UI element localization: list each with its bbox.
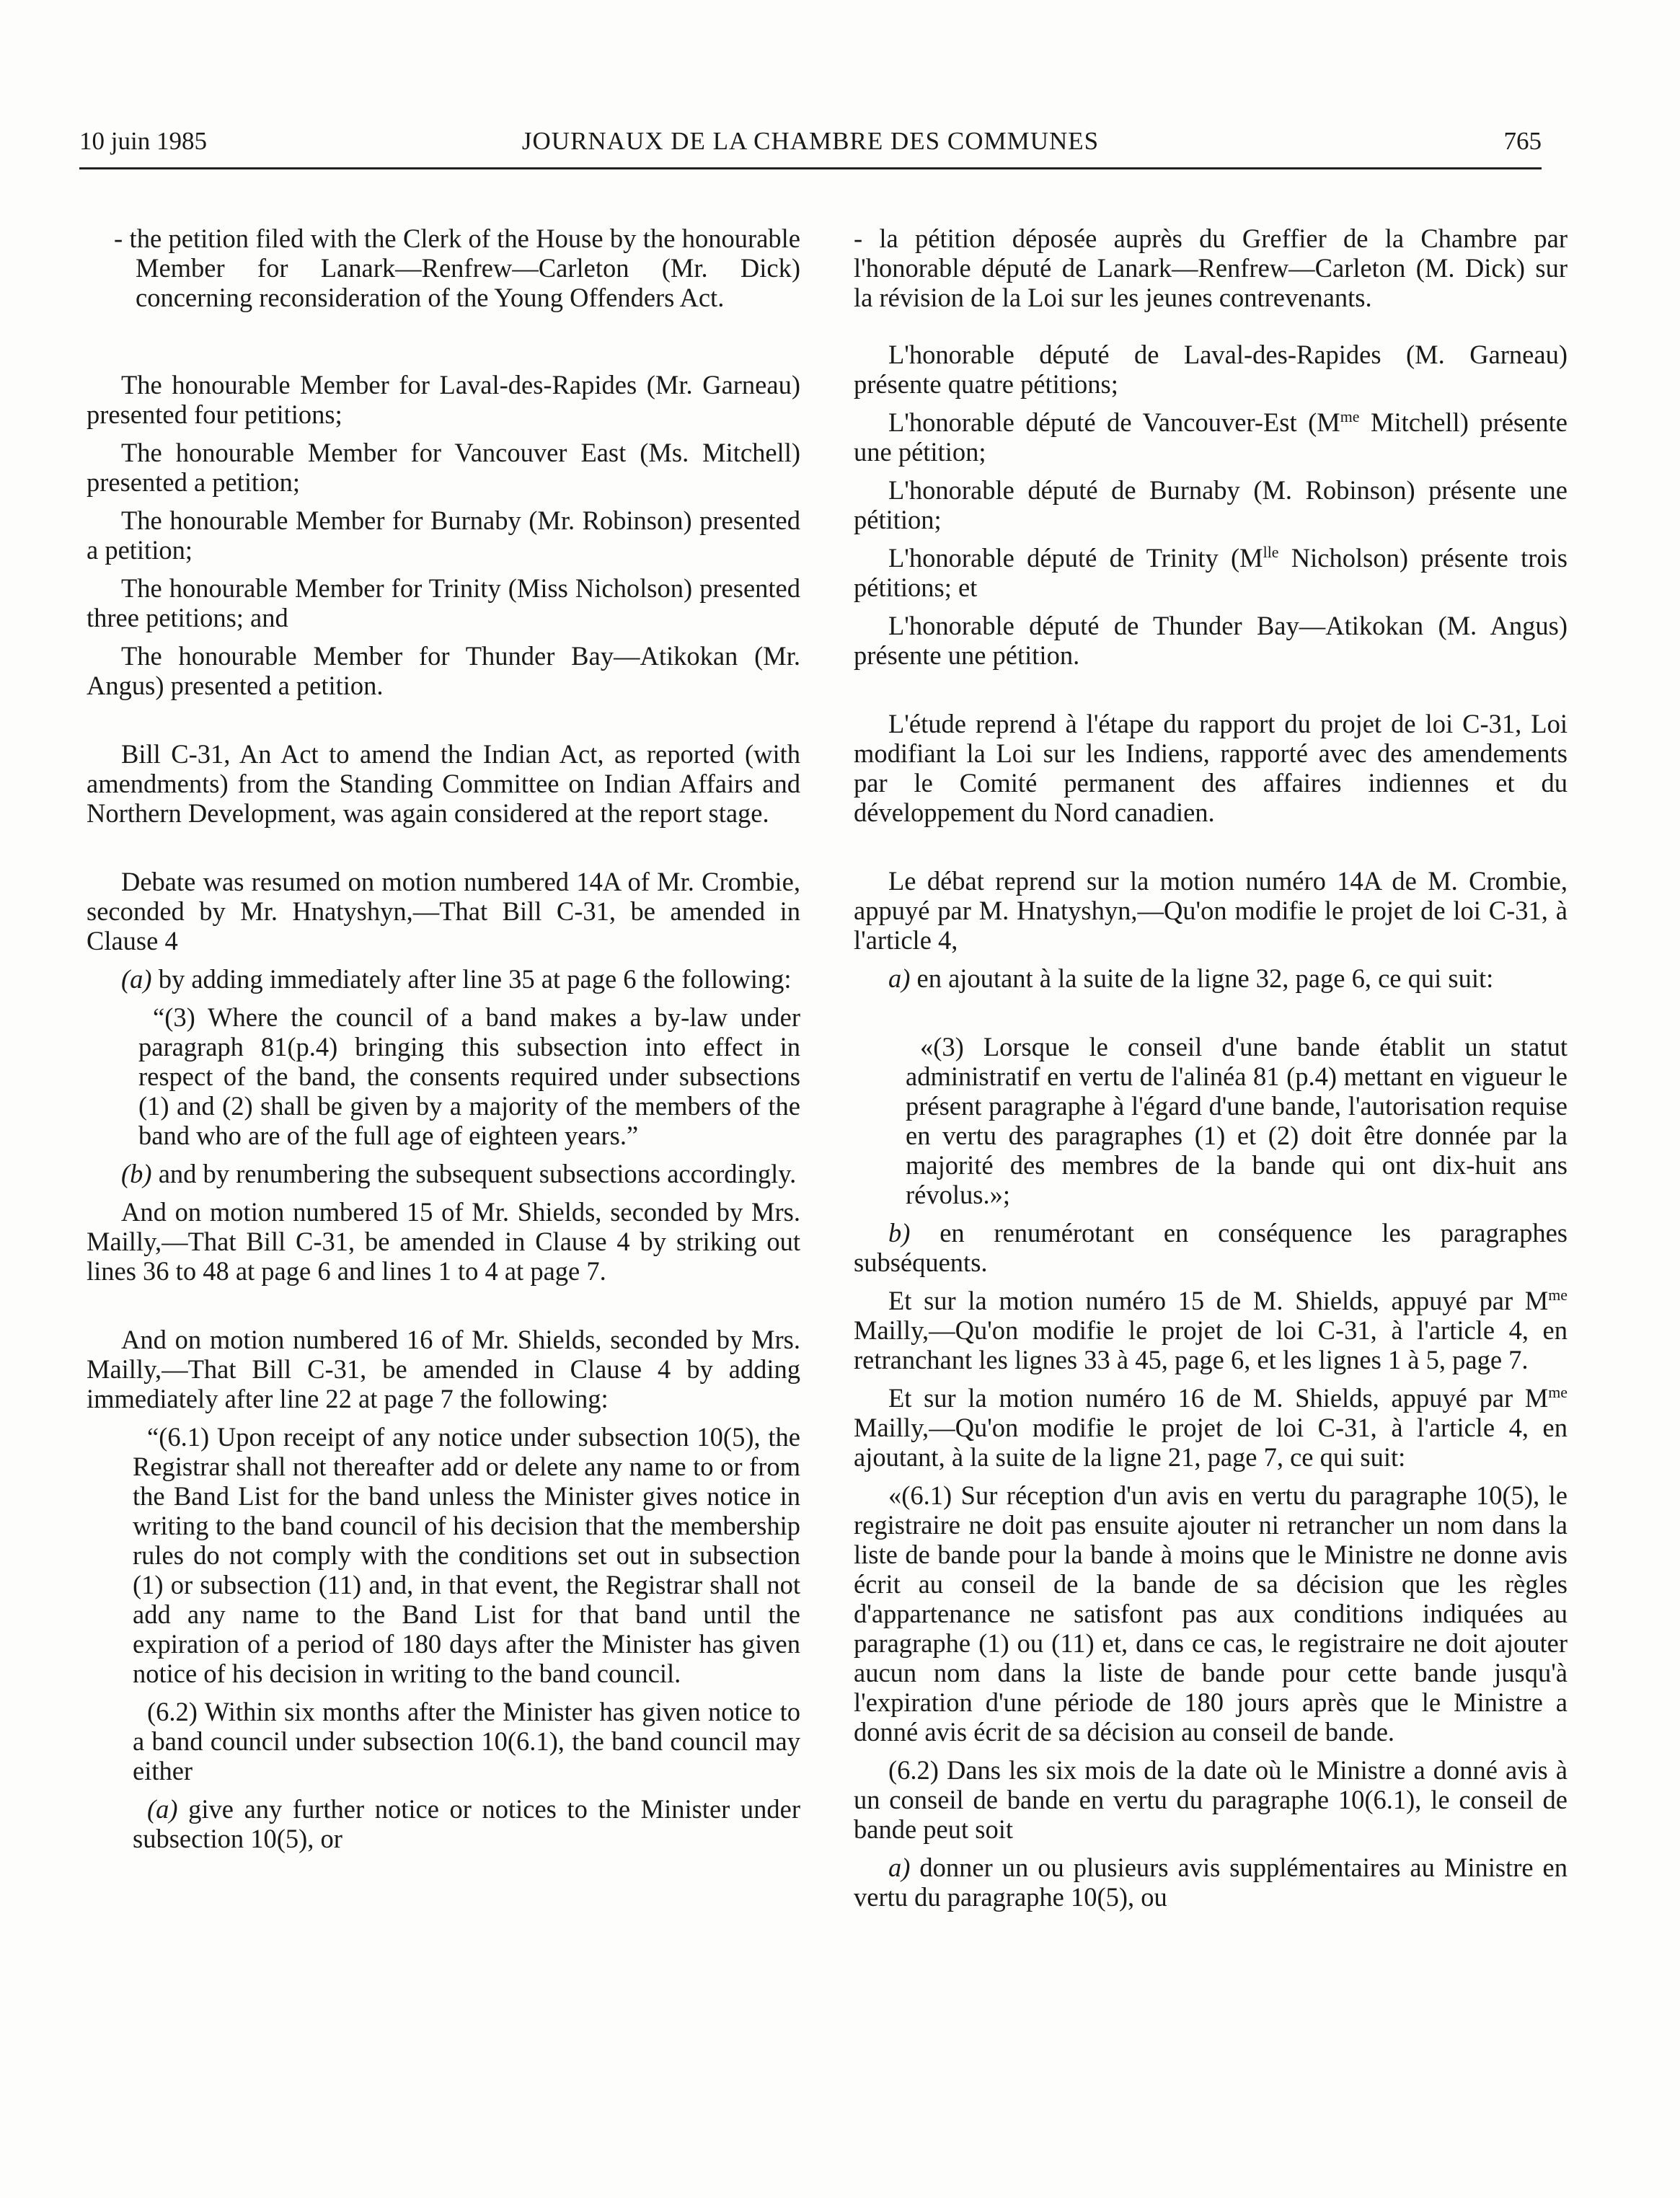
text-run: Mailly,—Qu'on modifie le projet de loi C-31, à l'article 4, en ajoutant, à la suite de la ligne 21, page 7, ce qui suit:	[854, 1413, 1568, 1472]
item-text: give any further notice or notices to the Minister under subsection 10(5), or	[133, 1794, 800, 1853]
paragraph: The honourable Member for Vancouver East (Ms. Mitchell) presented a petition;	[87, 438, 800, 497]
running-header	[79, 127, 1542, 169]
text-run: L'honorable député de Vancouver-Est (M	[888, 407, 1340, 437]
paragraph: Debate was resumed on motion numbered 14A of Mr. Crombie, seconded by Mr. Hnatyshyn,—That Bill C-31, be amended in Clause 4	[87, 867, 800, 955]
item-label: a)	[888, 1853, 911, 1882]
paragraph	[854, 963, 1568, 993]
superscript: lle	[1263, 542, 1279, 561]
text-run: Et sur la motion numéro 16 de M. Shields, appuyé par M	[888, 1383, 1549, 1413]
paragraph: The honourable Member for Burnaby (Mr. Robinson) presented a petition;	[87, 506, 800, 565]
petition-item: - la pétition déposée auprès du Greffier de la Chambre par l'honorable député de Lanark—Renfrew—Carleton (M. Dick) sur la révision de la Loi sur les jeunes contrevenants.	[854, 224, 1568, 312]
text-run: Mailly,—Qu'on modifie le projet de loi C-31, à l'article 4, en retranchant les lignes 33 à 45, page 6, et les lignes 1 à 5, page 7.	[854, 1315, 1568, 1374]
paragraph: L'honorable député de Burnaby (M. Robinson) présente une pétition;	[854, 475, 1568, 534]
superscript: me	[1548, 1285, 1568, 1304]
header-title: JOURNAUX DE LA CHAMBRE DES COMMUNES	[521, 127, 1100, 155]
text-run: Mitchell) présente une pétition;	[854, 407, 1568, 467]
paragraph	[854, 1218, 1568, 1277]
item-label: (b)	[121, 1159, 152, 1188]
page-number: 765	[1503, 127, 1542, 155]
paragraph	[87, 964, 800, 994]
paragraph: And on motion numbered 15 of Mr. Shields, seconded by Mrs. Mailly,—That Bill C-31, be amended in Clause 4 by striking out lines 36 to 48 at page 6 and lines 1 to 4 at page 7.	[87, 1197, 800, 1286]
item-label: b)	[888, 1218, 911, 1248]
paragraph: The honourable Member for Laval-des-Rapides (Mr. Garneau) presented four petitions;	[87, 370, 800, 429]
paragraph	[854, 1286, 1568, 1374]
item-text: en ajoutant à la suite de la ligne 32, page 6, ce qui suit:	[910, 963, 1494, 993]
paragraph: And on motion numbered 16 of Mr. Shields, seconded by Mrs. Mailly,—That Bill C-31, be amended in Clause 4 by adding immediately after line 22 at page 7 the following:	[87, 1325, 800, 1413]
petition-item: - the petition filed with the Clerk of the House by the honourable Member for Lanark—Renfrew—Carleton (Mr. Dick) concerning reconsideration of the Young Offenders Act.	[114, 224, 800, 312]
paragraph: Le débat reprend sur la motion numéro 14A de M. Crombie, appuyé par M. Hnatyshyn,—Qu'on modifie le projet de loi C-31, à l'article 4,	[854, 866, 1568, 955]
quoted-amendment: (6.2) Dans les six mois de la date où le Ministre a donné avis à un conseil de bande en vertu du paragraphe 10(6.1), le conseil de bande peut soit	[854, 1755, 1568, 1844]
paragraph	[87, 1159, 800, 1188]
item-text: by adding immediately after line 35 at page 6 the following:	[151, 964, 792, 994]
paragraph: L'étude reprend à l'étape du rapport du projet de loi C-31, Loi modifiant la Loi sur les Indiens, rapporté avec des amendements par le Comité permanent des affaires indiennes et du développement du Nord canadien.	[854, 709, 1568, 827]
quoted-amendment: (6.2) Within six months after the Minister has given notice to a band council under subsection 10(6.1), the band council may either	[133, 1697, 800, 1786]
item-label: (a)	[121, 964, 152, 994]
quoted-amendment: “(3) Where the council of a band makes a by-law under paragraph 81(p.4) bringing this subsection into effect in respect of the band, the consents required under subsections (1) and (2) shall be given by a majority of the members of the band who are of the full age of eighteen years.”	[138, 1002, 800, 1150]
french-column	[854, 224, 1568, 1912]
item-text: donner un ou plusieurs avis supplémentaires au Ministre en vertu du paragraphe 10(5), ou	[854, 1853, 1568, 1912]
item-text: and by renumbering the subsequent subsections accordingly.	[151, 1159, 797, 1188]
english-column	[87, 224, 800, 1853]
item-label: a)	[888, 963, 911, 993]
paragraph	[854, 1383, 1568, 1472]
quoted-amendment	[854, 1853, 1568, 1912]
text-run: L'honorable député de Trinity (M	[888, 543, 1263, 573]
item-text: en renumérotant en conséquence les paragraphes subséquents.	[854, 1218, 1568, 1277]
superscript: me	[1340, 407, 1360, 425]
paragraph	[854, 543, 1568, 602]
superscript: me	[1548, 1382, 1568, 1401]
quoted-amendment	[87, 1794, 800, 1853]
paragraph: L'honorable député de Laval-des-Rapides (M. Garneau) présente quatre pétitions;	[854, 340, 1568, 399]
item-label: (a)	[147, 1794, 178, 1824]
quoted-amendment: «(3) Lorsque le conseil d'une bande établit un statut administratif en vertu de l'alinéa 81 (p.4) mettant en vigueur le présent paragraphe à l'égard d'une bande, l'autorisation requise en vertu des paragraphes (1) et (2) doit être donnée par la majorité des membres de la bande qui ont dix-huit ans révolus.»;	[906, 1032, 1568, 1209]
quoted-amendment: «(6.1) Sur réception d'un avis en vertu du paragraphe 10(5), le registraire ne doit pas ensuite ajouter ni retrancher un nom dans la liste de bande pour la bande à moins que le Ministre ne donne avis écrit au conseil de la bande de sa décision que les règles d'appartenance ne satisfont pas aux conditions indiquées au paragraphe (1) ou (11) et, dans ce cas, le registraire ne doit ajouter aucun nom dans la liste de bande pour cette bande jusqu'à l'expiration d'une période de 180 jours après que le Ministre a donné avis écrit de sa décision au conseil de bande.	[854, 1480, 1568, 1747]
paragraph: The honourable Member for Trinity (Miss Nicholson) presented three petitions; and	[87, 573, 800, 632]
paragraph: The honourable Member for Thunder Bay—Atikokan (Mr. Angus) presented a petition.	[87, 641, 800, 700]
text-run: Nicholson) présente trois pétitions; et	[854, 543, 1568, 602]
paragraph: Bill C-31, An Act to amend the Indian Act, as reported (with amendments) from the Standing Committee on Indian Affairs and Northern Development, was again considered at the report stage.	[87, 739, 800, 828]
quoted-amendment: “(6.1) Upon receipt of any notice under subsection 10(5), the Registrar shall not thereafter add or delete any name to or from the Band List for the band unless the Minister gives notice in writing to the band council of his decision that the membership rules do not comply with the conditions set out in subsection (1) or subsection (11) and, in that event, the Registrar shall not add any name to the Band List for that band until the expiration of a period of 180 days after the Minister has given notice of his decision in writing to the band council.	[133, 1422, 800, 1688]
paragraph	[854, 407, 1568, 467]
text-run: Et sur la motion numéro 15 de M. Shields, appuyé par M	[888, 1286, 1549, 1315]
header-date: 10 juin 1985	[79, 127, 207, 155]
paragraph: L'honorable député de Thunder Bay—Atikokan (M. Angus) présente une pétition.	[854, 611, 1568, 670]
